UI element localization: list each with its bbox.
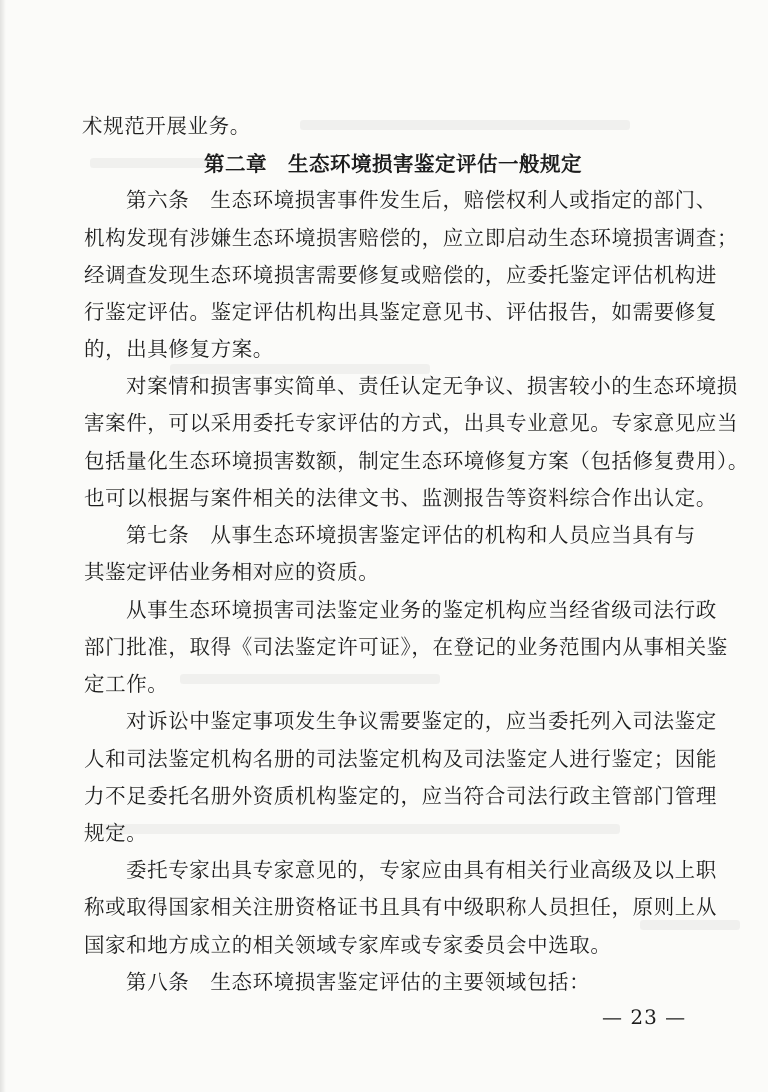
bleed-through-mark: [90, 158, 210, 168]
paragraph-line: 人和司法鉴定机构名册的司法鉴定机构及司法鉴定人进行鉴定；因能: [84, 747, 717, 771]
chapter-heading: 第二章 生态环境损害鉴定评估一般规定: [204, 152, 582, 176]
bleed-through-mark: [300, 120, 630, 130]
bleed-through-mark: [640, 920, 740, 930]
article-7-line: 第七条 从事生态环境损害鉴定评估的机构和人员应当具有与: [126, 523, 696, 547]
paragraph-line: 从事生态环境损害司法鉴定业务的鉴定机构应当经省级司法行政: [126, 598, 717, 622]
paragraph-line: 国家和地方成立的相关领域专家库或专家委员会中选取。: [84, 933, 612, 957]
paragraph-line: 称或取得国家相关注册资格证书且具有中级职称人员担任，原则上从: [84, 895, 717, 919]
article-6-line: 经调查发现生态环境损害需要修复或赔偿的，应委托鉴定评估机构进: [84, 263, 717, 287]
page-number: — 23 —: [602, 1005, 687, 1029]
paragraph-line: 定工作。: [84, 672, 169, 696]
paragraph-line: 力不足委托名册外资质机构鉴定的，应当符合司法行政主管部门管理: [84, 784, 717, 808]
paragraph-line: 委托专家出具专家意见的，专家应由具有相关行业高级及以上职: [126, 858, 717, 882]
article-6-line: 机构发现有涉嫌生态环境损害赔偿的，应立即启动生态环境损害调查；: [84, 226, 739, 250]
paragraph-line: 对案情和损害事实简单、责任认定无争议、损害较小的生态环境损: [126, 374, 738, 398]
paragraph-line: 对诉讼中鉴定事项发生争议需要鉴定的，应当委托列入司法鉴定: [126, 709, 717, 733]
article-8-line: 第八条 生态环境损害鉴定评估的主要领域包括：: [126, 970, 591, 994]
article-6-line: 行鉴定评估。鉴定评估机构出具鉴定意见书、评估报告，如需要修复: [84, 300, 717, 324]
scan-edge-shadow: [0, 0, 6, 1092]
paragraph-line: 包括量化生态环境损害数额，制定生态环境修复方案（包括修复费用）。: [84, 449, 749, 473]
bleed-through-mark: [100, 824, 620, 834]
article-6-line: 的，出具修复方案。: [84, 337, 274, 361]
paragraph-line: 也可以根据与案件相关的法律文书、监测报告等资料综合作出认定。: [84, 486, 717, 510]
body-line: 术规范开展业务。: [82, 114, 251, 138]
bleed-through-mark: [180, 674, 440, 684]
paragraph-line: 害案件，可以采用委托专家评估的方式，出具专业意见。专家意见应当: [84, 411, 739, 435]
article-7-line: 其鉴定评估业务相对应的资质。: [84, 560, 380, 584]
paragraph-line: 部门批准，取得《司法鉴定许可证》，在登记的业务范围内从事相关鉴: [84, 635, 728, 659]
paragraph-line: 规定。: [84, 821, 148, 845]
article-6-line: 第六条 生态环境损害事件发生后，赔偿权利人或指定的部门、: [126, 188, 717, 212]
